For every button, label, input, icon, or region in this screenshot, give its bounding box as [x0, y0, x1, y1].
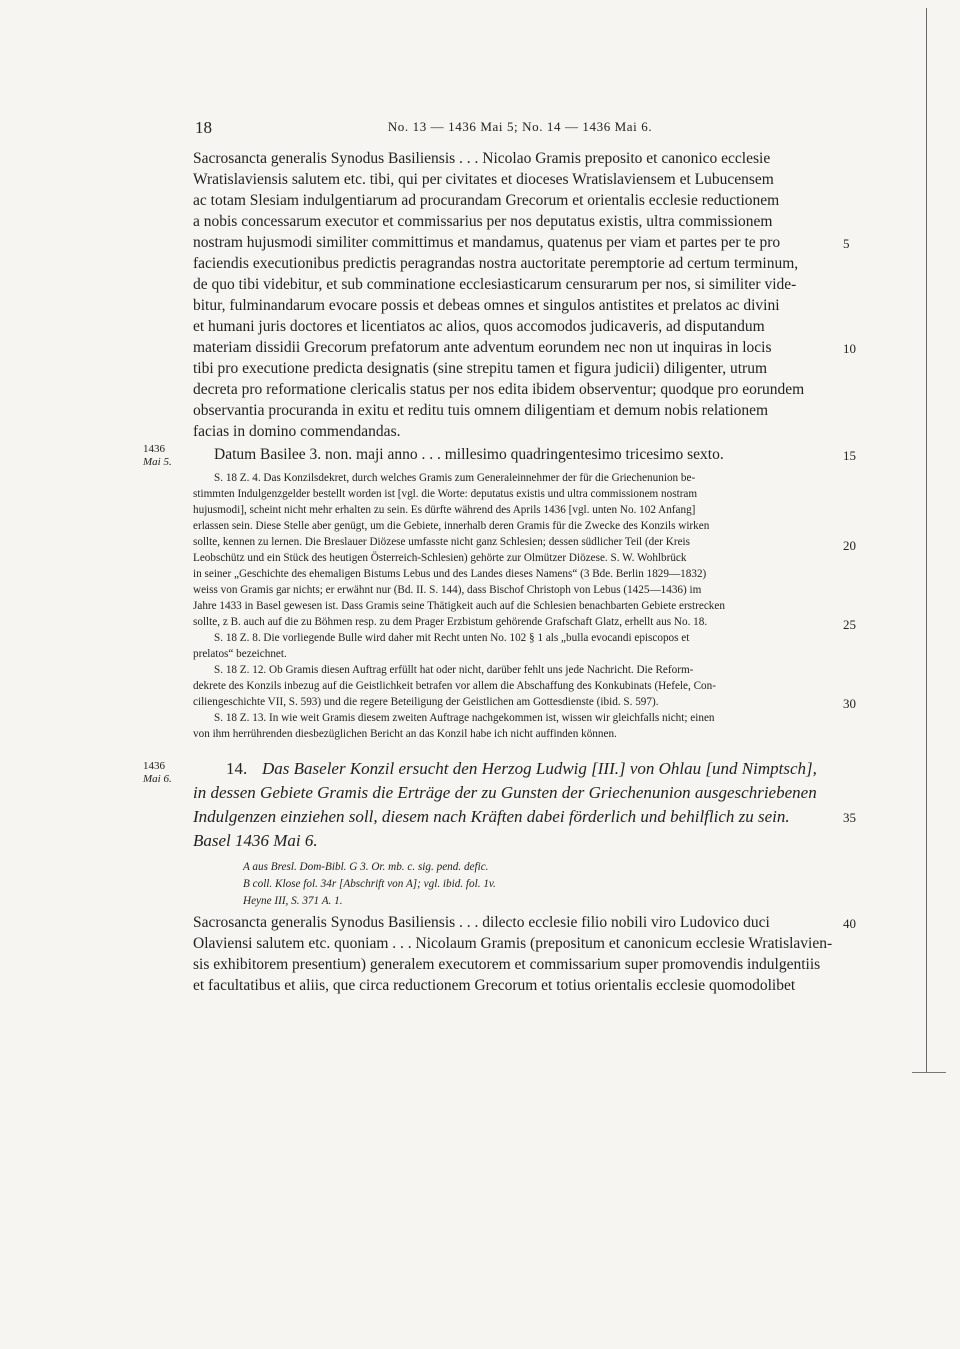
- line-number: 15: [843, 448, 856, 463]
- doc14-line: sis exhibitorem presentium) generalem executorem et commissarium super promovendis indulgentiis: [193, 956, 821, 973]
- note-line: Leobschütz und ein Stück des heutigen Österreich-Schlesien) gehörte zur Olmützer Diözese. S. W. Wohlbrück: [193, 552, 687, 564]
- note-line: S. 18 Z. 8. Die vorliegende Bulle wird daher mit Recht unten No. 102 § 1 als „bulla evocandi episcopos et: [214, 632, 690, 644]
- margin-date-month: Mai 6.: [143, 773, 172, 785]
- note-line: ciliengeschichte VII, S. 593) und die regere Beteiligung der Geistlichen am Gottesdienste (ibid. S. 597).: [193, 696, 659, 708]
- note-line: stimmten Indulgenzgelder bestellt worden ist [vgl. die Worte: deputatus existis und ultra commissionem nostram: [193, 488, 698, 500]
- doc13-line: bitur, fulminandarum evocare possis et debeas omnes et singulos antistites et prelatos ac divini: [193, 297, 780, 314]
- note-line: dekrete des Konzils inbezug auf die Geistlichkeit betrafen vor allem die Abschaffung des Konkubinats (Hefele, Con-: [193, 680, 716, 692]
- note-line: sollte, z B. auch auf die zu Böhmen resp. zu dem Prager Erzbistum gehörende Grafschaft Glatz, erhellt aus No. 18.: [193, 616, 708, 628]
- line-number: 10: [843, 341, 856, 356]
- line-number: 25: [843, 617, 856, 632]
- scan-margin-rule: [926, 8, 927, 1073]
- line-number: 35: [843, 810, 856, 825]
- regest-line: in dessen Gebiete Gramis die Erträge der zu Gunsten der Griechenunion ausgeschriebenen: [193, 783, 817, 802]
- document-number: 14.: [226, 759, 248, 778]
- doc13-line: observantia procuranda in exitu et reditu tuis omnem diligentiam et demum nobis relationem: [193, 402, 769, 419]
- margin-date-year: 1436: [143, 443, 165, 455]
- line-number: 40: [843, 916, 856, 931]
- note-line: S. 18 Z. 13. In wie weit Gramis diesem zweiten Auftrage nachgekommen ist, wissen wir gleichfalls nicht; einen: [214, 712, 715, 724]
- note-line: weiss von Gramis gar nichts; er erwähnt nur (Bd. II. S. 144), dass Bischof Christoph von Lebus (1425—1436) im: [193, 584, 702, 596]
- doc13-line: facias in domino commendandas.: [193, 423, 401, 440]
- doc13-line: decreta pro reformatione clericalis status per nos edita ibidem observentur; quodque pro eorundem: [193, 381, 805, 398]
- line-number: 30: [843, 696, 856, 711]
- source-line: B coll. Klose fol. 34r [Abschrift von A]; vgl. ibid. fol. 1v.: [243, 878, 496, 890]
- note-line: S. 18 Z. 4. Das Konzilsdekret, durch welches Gramis zum Generaleinnehmer der für die Griechenunion be-: [214, 472, 696, 484]
- doc13-line: a nobis concessarum executor et commissarius per nos deputatus existis, ultra commissionem: [193, 213, 773, 230]
- doc13-line: tibi pro executione predicta designatis (sine strepitu tamen et figura judicii) diligenter, utrum: [193, 360, 767, 377]
- note-line: Jahre 1433 in Basel gewesen ist. Dass Gramis seine Thätigkeit auch auf die Schlesien benachbarten Gebiete erstrecken: [193, 600, 725, 612]
- source-line: Heyne III, S. 371 A. 1.: [243, 895, 343, 907]
- running-head: [0, 119, 960, 135]
- note-line: S. 18 Z. 12. Ob Gramis diesen Auftrag erfüllt hat oder nicht, darüber fehlt uns jede Nachricht. Die Reform-: [214, 664, 694, 676]
- scan-margin-rule-foot: [912, 1072, 946, 1073]
- doc13-line: et humani juris doctores et licentiatos ac alios, quos accomodos judicaveris, ad disputandum: [193, 318, 765, 335]
- doc14-line: Olaviensi salutem etc. quoniam . . . Nicolaum Gramis (prepositum et canonicum ecclesie Wratislavien-: [193, 935, 833, 952]
- margin-date: [143, 760, 172, 786]
- doc13-line: Sacrosancta generalis Synodus Basiliensis . . . Nicolao Gramis preposito et canonico ecclesie: [193, 150, 771, 167]
- note-line: von ihm herrührenden diesbezüglichen Bericht an das Konzil habe ich nicht auffinden können.: [193, 728, 617, 740]
- doc14-line: Sacrosancta generalis Synodus Basiliensis . . . dilecto ecclesie filio nobili viro Ludovico duci: [193, 914, 770, 931]
- doc13-line: nostram hujusmodi similiter committimus et mandamus, quatenus per viam et partes per te pro: [193, 234, 781, 251]
- line-number: 5: [843, 236, 850, 251]
- doc13-dating-line: Datum Basilee 3. non. maji anno . . . millesimo quadringentesimo tricesimo sexto.: [214, 446, 724, 463]
- margin-date-year: 1436: [143, 760, 165, 772]
- note-line: erlassen sein. Diese Stelle aber genügt, um die Gebiete, innerhalb deren Gramis für die Zwecke des Konzils wirken: [193, 520, 710, 532]
- note-line: prelatos“ bezeichnet.: [193, 648, 287, 660]
- note-line: sollte, kennen zu lernen. Die Breslauer Diözese umfasste nicht ganz Schlesien; dessen südlicher Teil (der Kreis: [193, 536, 691, 548]
- doc13-line: de quo tibi videbitur, et sub comminatione ecclesiasticarum censurarum per nos, si similiter vide-: [193, 276, 797, 293]
- margin-date-month: Mai 5.: [143, 456, 172, 468]
- line-number: 20: [843, 538, 856, 553]
- regest-line: Basel 1436 Mai 6.: [193, 831, 318, 850]
- doc14-line: et facultatibus et aliis, que circa reductionem Grecorum et totius orientalis ecclesie quomodolibet: [193, 977, 796, 994]
- doc13-line: faciendis executionibus predictis peragrandas nostra auctoritate peremptorie ad certum terminum,: [193, 255, 799, 272]
- note-line: hujusmodi], scheint nicht mehr erhalten zu sein. Es dürfte während des Aprils 1436 [vgl. unten No. 102 Anfang]: [193, 504, 696, 516]
- regest-line: Das Baseler Konzil ersucht den Herzog Ludwig [III.] von Ohlau [und Nimptsch],: [262, 759, 817, 778]
- note-line: in seiner „Geschichte des ehemaligen Bistums Lebus und des Landes dieses Namens“ (3 Bde. Berlin 1829—1832): [193, 568, 707, 580]
- page-number: 18: [195, 118, 212, 137]
- doc13-line: ac totam Slesiam indulgentiarum ad procurandam Grecorum et orientalis ecclesie reductionem: [193, 192, 780, 209]
- margin-date: [143, 443, 172, 469]
- running-head-text: No. 13 — 1436 Mai 5; No. 14 — 1436 Mai 6.: [387, 119, 653, 134]
- regest-line: Indulgenzen einziehen soll, diesem nach Kräften dabei förderlich und behilflich zu sein.: [193, 807, 790, 826]
- doc13-line: materiam dissidii Grecorum prefatorum ante adventum eorundem nec non ut inquiras in locis: [193, 339, 772, 356]
- doc13-line: Wratislaviensis salutem etc. tibi, qui per civitates et dioceses Wratislaviensem et Lubucensem: [193, 171, 774, 188]
- source-line: A aus Bresl. Dom-Bibl. G 3. Or. mb. c. sig. pend. defic.: [243, 861, 489, 873]
